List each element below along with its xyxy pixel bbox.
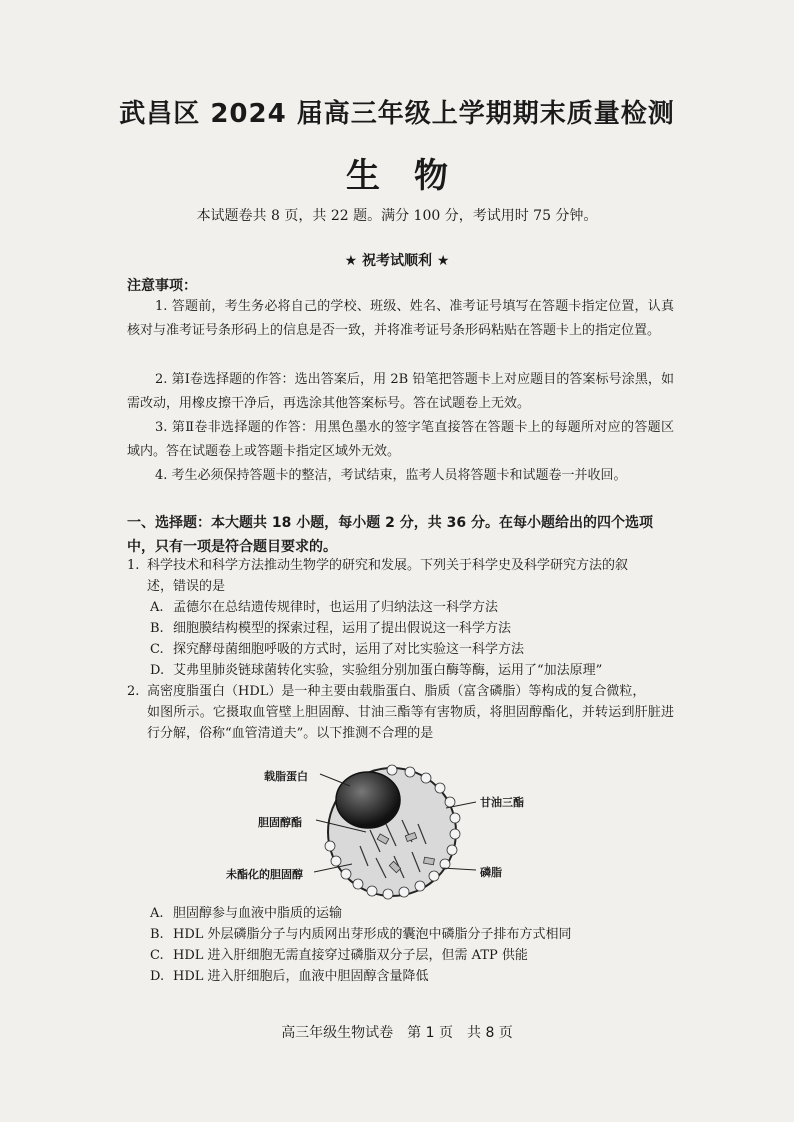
question-1-option-c <box>150 639 674 660</box>
question-2-option-d <box>150 966 674 987</box>
notice-item <box>127 416 674 464</box>
question-number: 2. <box>127 684 140 699</box>
label-phospholipid: 磷脂 <box>480 866 502 879</box>
option-text: 艾弗里肺炎链球菌转化实验，实验组分别加蛋白酶等酶，运用了“加法原理” <box>173 663 603 678</box>
option-letter: D. <box>150 663 165 678</box>
option-text: 探究酵母菌细胞呼吸的方式时，运用了对比实验这一科学方法 <box>173 642 525 657</box>
option-text: 胆固醇参与血液中脂质的运输 <box>173 906 343 921</box>
notice-heading: 注意事项： <box>127 278 197 294</box>
option-letter: C. <box>150 948 164 963</box>
label-apolipoprotein: 载脂蛋白 <box>264 770 308 783</box>
option-letter: A. <box>150 600 164 615</box>
question-1-option-a <box>150 597 674 618</box>
question-2-option-a <box>150 903 674 924</box>
notice-item-text: 1. 答题前，考生务必将自己的学校、班级、姓名、准考证号填写在答题卡指定位置，认真核对与准考证号条形码上的信息是否一致，并将准考证号条形码粘贴在答题卡上的指定位置。 <box>127 299 674 338</box>
option-letter: B. <box>150 927 164 942</box>
question-1-option-b <box>150 618 674 639</box>
question-2-option-c <box>150 945 674 966</box>
notice-item <box>127 368 674 416</box>
paper-info: 本试题卷共 8 页，共 22 题。满分 100 分，考试用时 75 分钟。 <box>196 208 598 224</box>
notice-item <box>127 295 674 343</box>
option-text: 细胞膜结构模型的探索过程，运用了提出假说这一科学方法 <box>173 621 512 636</box>
question-stem-text: 述，错误的是 <box>147 579 226 594</box>
hdl-figure <box>200 760 580 900</box>
option-letter: C. <box>150 642 164 657</box>
notice-item-text: 4. 考生必须保持答题卡的整洁，考试结束，监考人员将答题卡和试题卷一并收回。 <box>155 468 627 483</box>
notice-item-text: 2. 第Ⅰ卷选择题的作答：选出答案后，用 2B 铅笔把答题卡上对应题目的答案标号涂黑，如需改动，用橡皮擦干净后，再选涂其他答案标号。答在试题卷上无效。 <box>127 372 674 411</box>
question-stem-text: 如图所示。它摄取血管壁上胆固醇、甘油三酯等有害物质，将胆固醇酯化，并转运到肝脏进行分解，俗称“血管清道夫”。以下推测不合理的是 <box>147 705 674 741</box>
good-luck-banner: ★ 祝考试顺利 ★ <box>344 253 450 269</box>
option-text: HDL 进入肝细胞无需直接穿过磷脂双分子层，但需 ATP 供能 <box>173 948 528 963</box>
label-triglyceride: 甘油三酯 <box>480 796 524 809</box>
option-text: HDL 外层磷脂分子与内质网出芽形成的囊泡中磷脂分子排布方式相同 <box>173 927 572 942</box>
option-letter: B. <box>150 621 164 636</box>
question-number: 1. <box>127 558 140 573</box>
question-2-stem <box>127 681 674 744</box>
question-stem-text: 科学技术和科学方法推动生物学的研究和发展。下列关于科学史及科学研究方法的叙 <box>147 558 629 573</box>
notice-item-text: 3. 第Ⅱ卷非选择题的作答：用黑色墨水的签字笔直接答在答题卡上的每题所对应的答题区域内。答在试题卷上或答题卡指定区域外无效。 <box>127 420 674 459</box>
label-free-cholesterol: 未酯化的胆固醇 <box>226 868 303 881</box>
exam-title: 武昌区 2024 届高三年级上学期期末质量检测 <box>119 99 675 129</box>
option-letter: D. <box>150 969 165 984</box>
option-text: HDL 进入肝细胞后，血液中胆固醇含量降低 <box>173 969 429 984</box>
option-letter: A. <box>150 906 164 921</box>
question-1-stem <box>127 555 674 597</box>
subject-title: 生 物 <box>346 156 448 196</box>
page-footer: 高三年级生物试卷 第 1 页 共 8 页 <box>281 1025 513 1041</box>
label-cholesteryl-ester: 胆固醇酯 <box>258 816 302 829</box>
question-1-option-d <box>150 660 674 681</box>
notice-item <box>127 464 674 488</box>
section-heading: 一、选择题：本大题共 18 小题，每小题 2 分，共 36 分。在每小题给出的四个选项中，只有一项是符合题目要求的。 <box>127 515 653 555</box>
question-stem-text: 高密度脂蛋白（HDL）是一种主要由载脂蛋白、脂质（富含磷脂）等构成的复合微粒， <box>147 684 646 699</box>
question-2-option-b <box>150 924 674 945</box>
option-text: 孟德尔在总结遗传规律时，也运用了归纳法这一科学方法 <box>173 600 499 615</box>
